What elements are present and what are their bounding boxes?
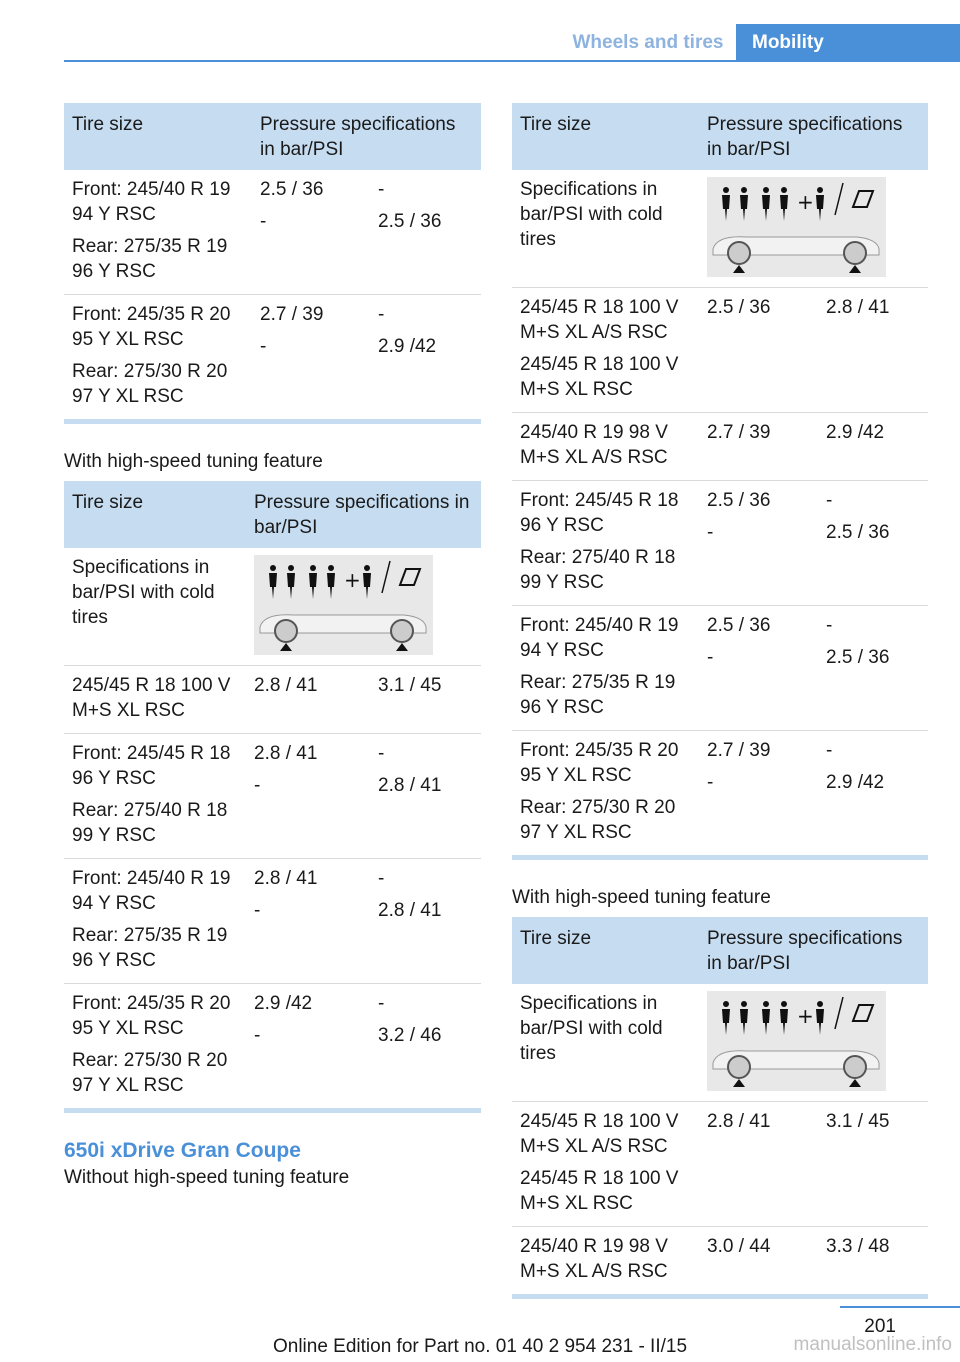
spec-label: Specifications in bar/PSI with cold tires [512, 984, 699, 1102]
left-column [64, 103, 481, 1189]
cell-text: - [260, 336, 267, 357]
table-row [512, 984, 928, 1102]
cell-text: 2.5 / 36 [707, 490, 771, 511]
col-header-tire-size: Tire size [512, 103, 699, 170]
table-row [64, 666, 481, 734]
cell-text: - [707, 522, 714, 543]
cell-text: 245/45 R 18 100 V M+S XL A/S RSC [520, 1111, 679, 1157]
svg-text:+: + [344, 568, 361, 592]
footer-rule [840, 1306, 960, 1308]
spec-label: Specifications in bar/PSI with cold tires [64, 548, 246, 666]
cell-text: - [707, 772, 714, 793]
cell-text: Rear: 275/30 R 20 97 Y XL RSC [520, 797, 676, 843]
table-row [512, 731, 928, 858]
cell-text: 2.8 / 41 [378, 900, 442, 921]
cell-text: Rear: 275/40 R 18 99 Y RSC [520, 547, 676, 593]
cell-text: 2.7 / 39 [260, 304, 324, 325]
table-row [512, 170, 928, 288]
col-header-tire-size: Tire size [512, 917, 699, 984]
cell-text: - [260, 211, 267, 232]
section-heading: With high-speed tuning feature [512, 887, 771, 908]
cell-text: 3.2 / 46 [378, 1025, 442, 1046]
load-condition-pictogram [254, 555, 433, 655]
cell-text: 2.9 /42 [378, 336, 437, 357]
cell-text: Front: 245/40 R 19 94 Y RSC [520, 615, 679, 661]
page-number: 201 [864, 1316, 896, 1337]
table-row [512, 606, 928, 731]
col-header-pressure: Pressure specifications in bar/PSI [246, 481, 481, 548]
table-row [512, 413, 928, 481]
tire-pressure-table [64, 481, 481, 1113]
table-row [64, 170, 481, 295]
col-header-tire-size: Tire size [64, 103, 252, 170]
cell-text: 2.5 / 36 [707, 297, 771, 318]
table-row [64, 984, 481, 1111]
cell-text: - [254, 775, 261, 796]
table-row [64, 548, 481, 666]
cell-text: Front: 245/35 R 20 95 Y XL RSC [72, 304, 231, 350]
cell-text: - [826, 490, 833, 511]
cell-text: 3.1 / 45 [826, 1111, 890, 1132]
cell-text: - [378, 743, 385, 764]
table-row [512, 288, 928, 413]
cell-text: Rear: 275/35 R 19 96 Y RSC [520, 672, 676, 718]
cell-text: 2.8 / 41 [707, 1111, 771, 1132]
cell-text: 2.5 / 36 [260, 179, 324, 200]
cell-text: Rear: 275/35 R 19 96 Y RSC [72, 925, 228, 971]
load-condition-pictogram [707, 177, 886, 277]
cell-text: Rear: 275/40 R 18 99 Y RSC [72, 800, 228, 846]
cell-text: 2.5 / 36 [378, 211, 442, 232]
cell-text: - [378, 304, 385, 325]
tire-pressure-table [64, 103, 481, 424]
cell-text: 2.8 / 41 [254, 868, 318, 889]
spec-label: Specifications in bar/PSI with cold tires [512, 170, 699, 288]
cell-text: Front: 245/35 R 20 95 Y XL RSC [72, 993, 231, 1039]
cell-text: - [707, 647, 714, 668]
svg-text:+: + [797, 190, 814, 214]
table-row [64, 295, 481, 422]
col-header-tire-size: Tire size [64, 481, 246, 548]
section-heading: With high-speed tuning feature [64, 451, 323, 472]
model-heading: 650i xDrive Gran Coupe [64, 1139, 301, 1162]
cell-text: Front: 245/40 R 19 94 Y RSC [72, 179, 231, 225]
cell-text: Front: 245/45 R 18 96 Y RSC [72, 743, 231, 789]
cell-text: 245/40 R 19 98 V M+S XL A/S RSC [520, 422, 668, 468]
cell-text: 245/45 R 18 100 V M+S XL RSC [520, 1168, 679, 1214]
tire-pressure-table [512, 103, 928, 860]
header-section-label: Wheels and tires [572, 32, 724, 53]
col-header-pressure: Pressure specifications in bar/PSI [699, 917, 928, 984]
model-subheading: Without high-speed tuning feature [64, 1167, 350, 1188]
cell-text: 2.7 / 39 [707, 422, 771, 443]
cell-text: 2.8 / 41 [378, 775, 442, 796]
col-header-pressure: Pressure specifications in bar/PSI [252, 103, 481, 170]
table-row [512, 1102, 928, 1227]
load-condition-pictogram [707, 991, 886, 1091]
cell-text: - [378, 868, 385, 889]
right-column [512, 103, 928, 1299]
cell-text: 2.8 / 41 [826, 297, 890, 318]
cell-text: 245/40 R 19 98 V M+S XL A/S RSC [520, 1236, 668, 1282]
cell-text: - [826, 615, 833, 636]
cell-text: 2.8 / 41 [254, 675, 318, 696]
cell-text: Front: 245/45 R 18 96 Y RSC [520, 490, 679, 536]
cell-text: 2.9 /42 [826, 422, 885, 443]
cell-text: 2.9 /42 [254, 993, 313, 1014]
table-row [512, 1227, 928, 1297]
cell-text: Front: 245/40 R 19 94 Y RSC [72, 868, 231, 914]
cell-text: Rear: 275/30 R 20 97 Y XL RSC [72, 361, 228, 407]
cell-text: 2.9 /42 [826, 772, 885, 793]
table-row [64, 734, 481, 859]
cell-text: 245/45 R 18 100 V M+S XL RSC [520, 354, 679, 400]
cell-text: - [254, 1025, 261, 1046]
cell-text: 3.3 / 48 [826, 1236, 890, 1257]
tire-pressure-table [512, 917, 928, 1299]
cell-text: Rear: 275/30 R 20 97 Y XL RSC [72, 1050, 228, 1096]
cell-text: - [826, 740, 833, 761]
cell-text: 2.7 / 39 [707, 740, 771, 761]
table-row [64, 859, 481, 984]
cell-text: 3.1 / 45 [378, 675, 442, 696]
table-row [512, 481, 928, 606]
cell-text: 2.5 / 36 [707, 615, 771, 636]
watermark: manualsonline.info [793, 1334, 952, 1355]
cell-text: 2.5 / 36 [826, 647, 890, 668]
header-chapter-tab: Mobility [736, 24, 960, 62]
cell-text: 245/45 R 18 100 V M+S XL RSC [72, 675, 231, 721]
cell-text: Rear: 275/35 R 19 96 Y RSC [72, 236, 228, 282]
cell-text: - [378, 993, 385, 1014]
cell-text: - [254, 900, 261, 921]
col-header-pressure: Pressure specifications in bar/PSI [699, 103, 928, 170]
cell-text: 2.8 / 41 [254, 743, 318, 764]
cell-text: 245/45 R 18 100 V M+S XL A/S RSC [520, 297, 679, 343]
cell-text: 2.5 / 36 [826, 522, 890, 543]
cell-text: Front: 245/35 R 20 95 Y XL RSC [520, 740, 679, 786]
edition-note: Online Edition for Part no. 01 40 2 954 231 - II/15 [272, 1336, 688, 1357]
cell-text: 3.0 / 44 [707, 1236, 771, 1257]
cell-text: - [378, 179, 385, 200]
svg-text:+: + [797, 1004, 814, 1028]
